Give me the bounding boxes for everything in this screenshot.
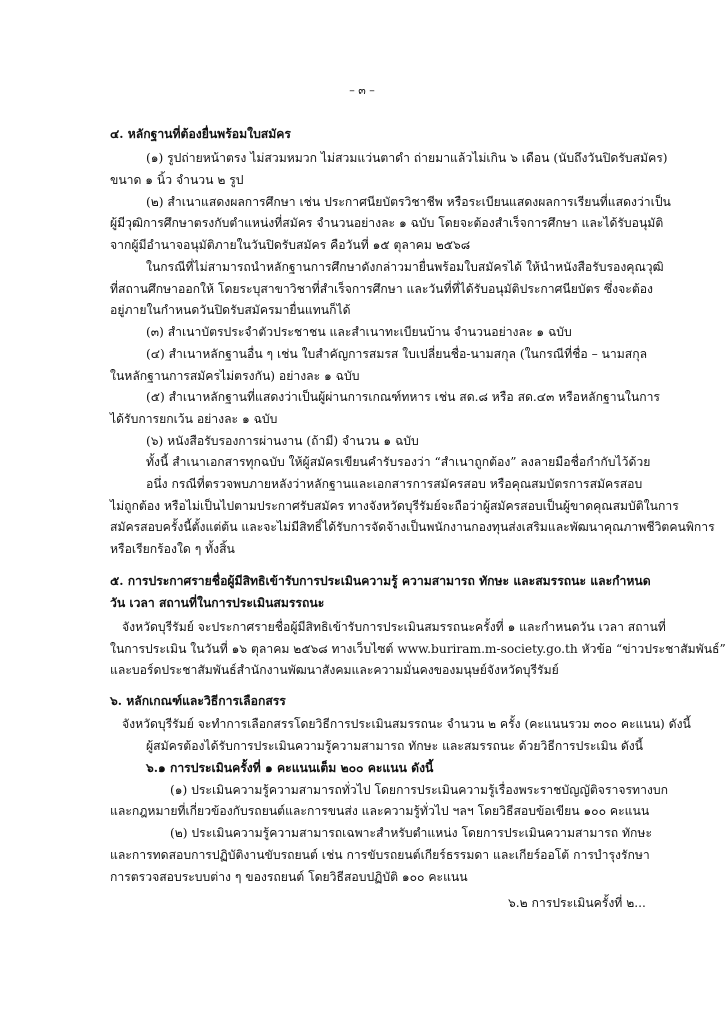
item-2-line-1: (๒) สำเนาแสดงผลการศึกษา เช่น ประกาศนียบัตรวิชาชีพ หรือระเบียนแสดงผลการเรียนที่แสดงว่าเป็น	[146, 195, 671, 209]
item-6: (๖) หนังสือรับรองการผ่านงาน (ถ้ามี) จำนวน ๑ ฉบับ	[146, 434, 419, 448]
item-1-line-2: ขนาด ๑ นิ้ว จำนวน ๒ รูป	[110, 173, 244, 187]
section-6-1-heading: ๖.๑ การประเมินครั้งที่ ๑ คะแนนเต็ม ๒๐๐ คะแนน ดังนี้	[146, 761, 434, 775]
section-4-heading: ๔. หลักฐานที่ต้องยื่นพร้อมใบสมัคร	[110, 127, 291, 141]
section-5-body-line-3: และบอร์ดประชาสัมพันธ์สำนักงานพัฒนาสังคมและความมั่นคงของมนุษย์จังหวัดบุรีรัมย์	[110, 663, 559, 677]
section-6-body-line-1: จังหวัดบุรีรัมย์ จะทำการเลือกสรรโดยวิธีการประเมินสมรรถนะ จำนวน ๒ ครั้ง (คะแนนรวม ๓๐๐ คะแนน) ดังนี้	[122, 717, 691, 731]
note-invalid-line-2: ไม่ถูกต้อง หรือไม่เป็นไปตามประกาศรับสมัคร ทางจังหวัดบุรีรัมย์จะถือว่าผู้สมัครสอบเป็นผู้ขาดคุณสมบัติในการ	[110, 499, 679, 513]
section-6-heading: ๖. หลักเกณฑ์และวิธีการเลือกสรร	[110, 694, 286, 708]
item-2-line-5: ที่สถานศึกษาออกให้ โดยระบุสาขาวิชาที่สำเร็จการศึกษา และวันที่ที่ได้รับอนุมัติประกาศนียบัตร ซึ่งจะต้อง	[110, 282, 654, 296]
item-5-line-1: (๕) สำเนาหลักฐานที่แสดงว่าเป็นผู้ผ่านการเกณฑ์ทหาร เช่น สด.๘ หรือ สด.๔๓ หรือหลักฐานในการ	[146, 390, 660, 404]
item-3: (๓) สำเนาบัตรประจำตัวประชาชน และสำเนาทะเบียนบ้าน จำนวนอย่างละ ๑ ฉบับ	[146, 325, 572, 339]
item-1-line-1: (๑) รูปถ่ายหน้าตรง ไม่สวมหมวก ไม่สวมแว่นตาดำ ถ่ายมาแล้วไม่เกิน ๖ เดือน (นับถึงวันปิดรับสมัคร)	[146, 151, 668, 165]
item-2-line-2: ผู้มีวุฒิการศึกษาตรงกับตำแหน่งที่สมัคร จำนวนอย่างละ ๑ ฉบับ โดยจะต้องสำเร็จการศึกษา และได้รับอนุมัติ	[110, 216, 664, 230]
page-number: – ๓ –	[349, 84, 375, 97]
item-5-line-2: ได้รับการยกเว้น อย่างละ ๑ ฉบับ	[110, 412, 278, 426]
evaluation-1-line-2: และกฎหมายที่เกี่ยวข้องกับรถยนต์และการขนส่ง และความรู้ทั่วไป ฯลฯ โดยวิธีสอบข้อเขียน ๑๐๐ คะแนน	[110, 804, 650, 818]
evaluation-2-line-3: การตรวจสอบระบบต่าง ๆ ของรถยนต์ โดยวิธีสอบปฏิบัติ ๑๐๐ คะแนน	[110, 870, 468, 884]
section-5-body-line-2: ในการประเมิน ในวันที่ ๑๖ ตุลาคม ๒๕๖๘ ทางเว็บไซต์ www.buriram.m-society.go.th หัวข้อ “ข่าวประชาสัมพันธ์”	[110, 642, 726, 656]
item-4-line-2: ในหลักฐานการสมัครไม่ตรงกัน) อย่างละ ๑ ฉบับ	[110, 369, 360, 383]
note-invalid-line-4: หรือเรียกร้องใด ๆ ทั้งสิ้น	[110, 542, 235, 556]
evaluation-2-line-2: และการทดสอบการปฏิบัติงานขับรถยนต์ เช่น การขับรถยนต์เกียร์ธรรมดา และเกียร์ออโต้ การบำรุงรักษา	[110, 848, 650, 862]
note-invalid-line-3: สมัครสอบครั้งนี้ตั้งแต่ต้น และจะไม่มีสิทธิ์ได้รับการจัดจ้างเป็นพนักงานกองทุนส่งเสริมและพัฒนาคุณภาพชีวิตคนพิการ	[110, 520, 715, 534]
section-6-body-line-2: ผู้สมัครต้องได้รับการประเมินความรู้ความสามารถ ทักษะ และสมรรถนะ ด้วยวิธีการประเมิน ดังนี้	[146, 739, 644, 753]
continuation-note: ๖.๒ การประเมินครั้งที่ ๒...	[508, 896, 646, 910]
item-2-line-6: อยู่ภายในกำหนดวันปิดรับสมัครมายื่นแทนก็ได้	[110, 303, 351, 317]
item-2-line-3: จากผู้มีอำนาจอนุมัติภายในวันปิดรับสมัคร คือวันที่ ๑๕ ตุลาคม ๒๕๖๘	[110, 238, 471, 252]
item-4-line-1: (๔) สำเนาหลักฐานอื่น ๆ เช่น ใบสำคัญการสมรส ใบเปลี่ยนชื่อ-นามสกุล (ในกรณีที่ชื่อ – นามสกุล	[146, 347, 648, 361]
evaluation-1-line-1: (๑) ประเมินความรู้ความสามารถทั่วไป โดยการประเมินความรู้เรื่องพระราชบัญญัติจราจรทางบก	[170, 783, 668, 797]
note-copies: ทั้งนี้ สำเนาเอกสารทุกฉบับ ให้ผู้สมัครเขียนคำรับรองว่า “สำเนาถูกต้อง” ลงลายมือชื่อกำกับไว้ด้วย	[146, 455, 651, 469]
section-5-heading-line-1: ๕. การประกาศรายชื่อผู้มีสิทธิเข้ารับการประเมินความรู้ ความสามารถ ทักษะ และสมรรถนะ และกำหนด	[110, 574, 651, 588]
note-invalid-line-1: อนึ่ง กรณีที่ตรวจพบภายหลังว่าหลักฐานและเอกสารการสมัครสอบ หรือคุณสมบัตรการสมัครสอบ	[146, 477, 643, 491]
item-2-line-4: ในกรณีที่ไม่สามารถนำหลักฐานการศึกษาดังกล่าวมายื่นพร้อมใบสมัครได้ ให้นำหนังสือรับรองคุณวุฒิ	[146, 260, 664, 274]
evaluation-2-line-1: (๒) ประเมินความรู้ความสามารถเฉพาะสำหรับตำแหน่ง โดยการประเมินความสามารถ ทักษะ	[170, 826, 653, 840]
section-5-body-line-1: จังหวัดบุรีรัมย์ จะประกาศรายชื่อผู้มีสิทธิเข้ารับการประเมินสมรรถนะครั้งที่ ๑ และกำหนดวัน เวลา สถานที่	[122, 620, 666, 634]
section-5-heading-line-2: วัน เวลา สถานที่ในการประเมินสมรรถนะ	[110, 596, 325, 610]
